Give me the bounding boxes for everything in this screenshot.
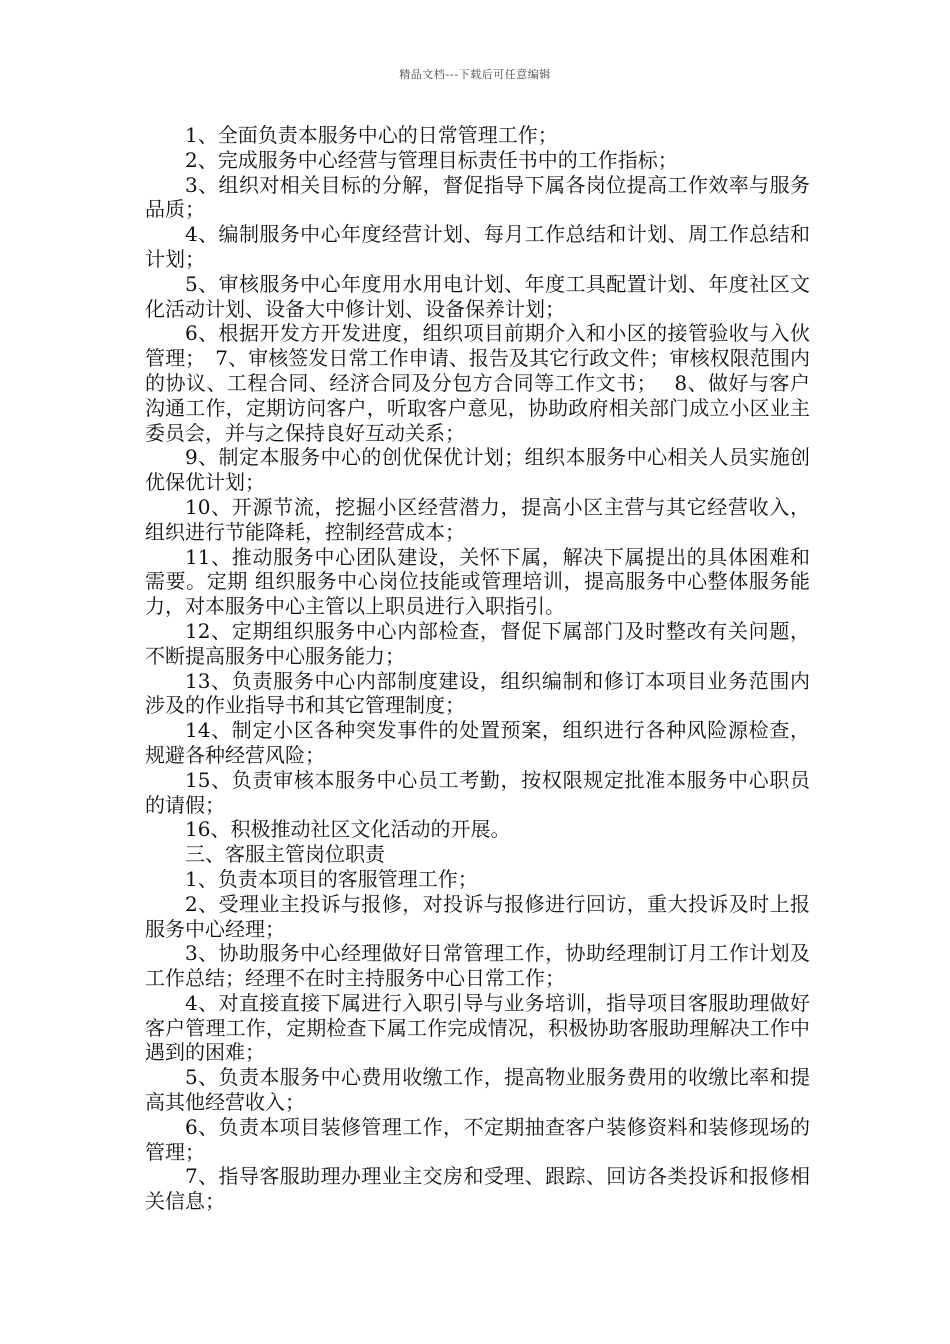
paragraph: 11、推动服务中心团队建设，关怀下属，解决下属提出的具体困难和需要。定期 组织服务中心岗位技能或管理培训，提高服务中心整体服务能力，对本服务中心主管以上职员进行入职指引。 — [145, 544, 810, 619]
paragraph: 12、定期组织服务中心内部检查，督促下属部门及时整改有关问题，不断提高服务中心服务能力； — [145, 618, 810, 668]
paragraph: 6、根据开发方开发进度，组织项目前期介入和小区的接管验收与入伙管理； 7、审核签发日常工作申请、报告及其它行政文件；审核权限范围内的协议、工程合同、经济合同及分包方合同等工作文书； 8、做好与客户沟通工作，定期访问客户，听取客户意见，协助政府相关部门成立小区业主委员会，并与之保持良好互动关系； — [145, 321, 810, 445]
paragraph: 6、负责本项目装修管理工作，不定期抽查客户装修资料和装修现场的管理； — [145, 1114, 810, 1164]
paragraph: 1、全面负责本服务中心的日常管理工作； — [185, 123, 558, 147]
paragraph: 5、负责本服务中心费用收缴工作，提高物业服务费用的收缴比率和提高其他经营收入； — [145, 1065, 810, 1115]
paragraph: 10、开源节流，挖掘小区经营潜力，提高小区主营与其它经营收入，组织进行节能降耗，控制经营成本； — [145, 494, 810, 544]
paragraph: 4、对直接直接下属进行入职引导与业务培训，指导项目客服助理做好客户管理工作，定期检查下属工作完成情况，积极协助客服助理解决工作中遇到的困难； — [145, 990, 810, 1065]
paragraph: 2、完成服务中心经营与管理目标责任书中的工作指标； — [185, 147, 678, 172]
paragraph: 14、制定小区各种突发事件的处置预案，组织进行各种风险源检查，规避各种经营风险； — [145, 718, 810, 767]
paragraph: 13、负责服务中心内部制度建设，组织编制和修订本项目业务范围内涉及的作业指导书和其它管理制度； — [145, 668, 810, 718]
paragraph: 4、编制服务中心年度经营计划、每月工作总结和计划、周工作总结和计划； — [145, 222, 810, 271]
page-header: 精品文档---下载后可任意编辑 — [399, 68, 551, 81]
paragraph: 7、指导客服助理办理业主交房和受理、跟踪、回访各类投诉和报修相关信息； — [145, 1164, 810, 1214]
paragraph: 15、负责审核本服务中心员工考勤，按权限规定批准本服务中心职员的请假； — [145, 767, 810, 817]
section-heading: 三、客服主管岗位职责 — [185, 842, 385, 867]
paragraph: 16、积极推动社区文化活动的开展。 — [185, 817, 511, 842]
document-body — [145, 123, 810, 1214]
paragraph: 5、审核服务中心年度用水用电计划、年度工具配置计划、年度社区文化活动计划、设备大中修计划、设备保养计划； — [145, 271, 810, 321]
paragraph: 2、受理业主投诉与报修，对投诉与报修进行回访，重大投诉及时上报服务中心经理； — [145, 891, 810, 941]
paragraph: 3、组织对相关目标的分解，督促指导下属各岗位提高工作效率与服务品质； — [145, 172, 810, 222]
paragraph: 9、制定本服务中心的创优保优计划；组织本服务中心相关人员实施创优保优计划； — [145, 445, 810, 495]
paragraph: 3、协助服务中心经理做好日常管理工作，协助经理制订月工作计划及工作总结；经理不在时主持服务中心日常工作； — [145, 941, 810, 991]
paragraph: 1、负责本项目的客服管理工作； — [185, 866, 478, 891]
